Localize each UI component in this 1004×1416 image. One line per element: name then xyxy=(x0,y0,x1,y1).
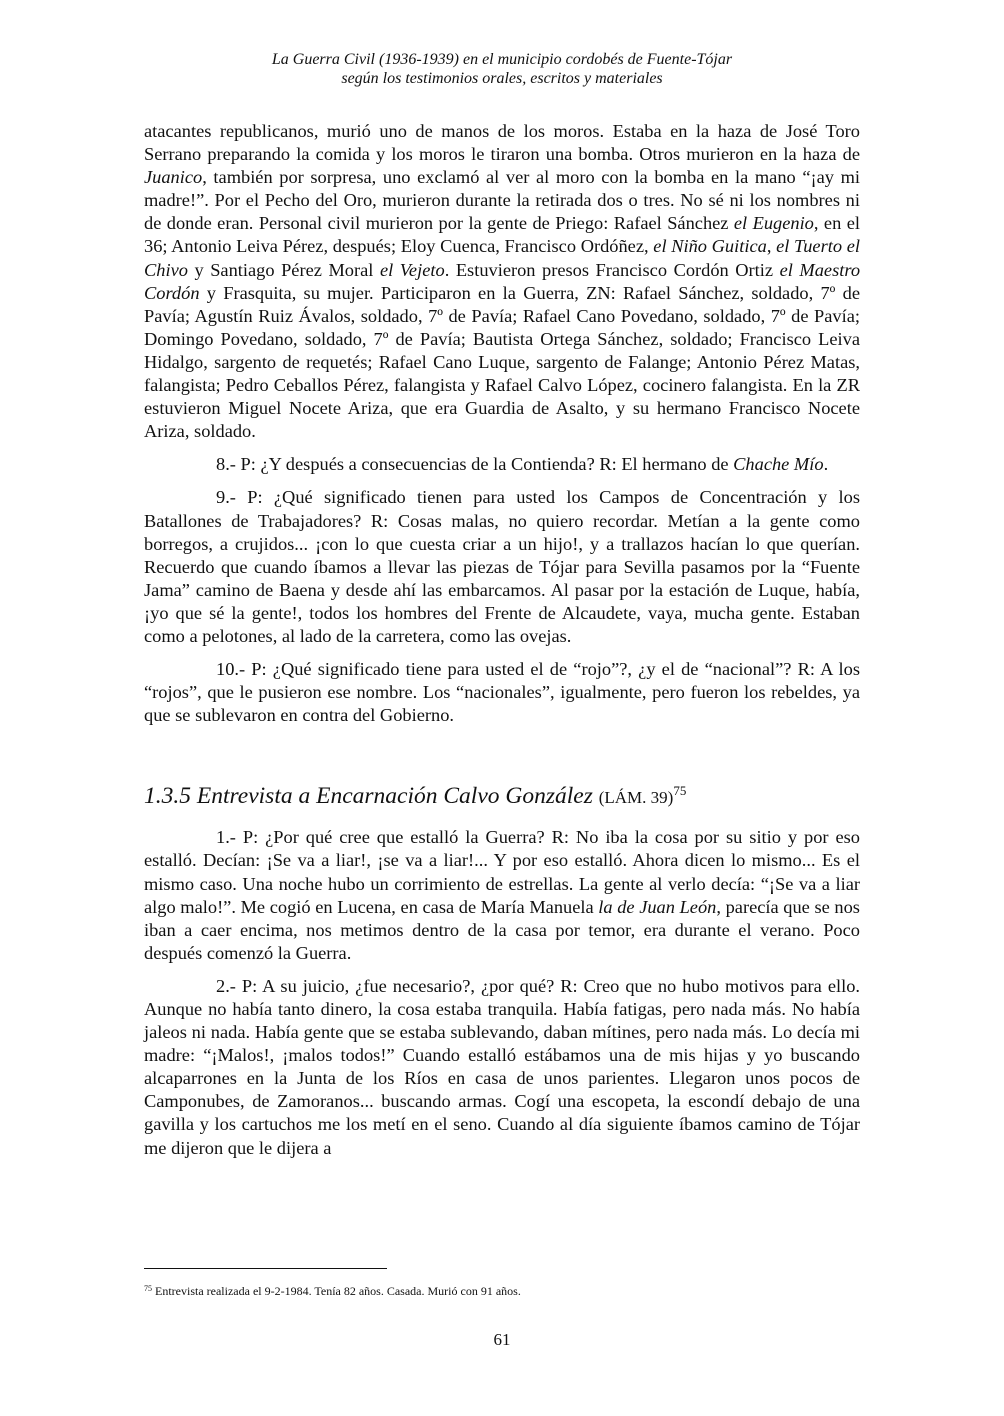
paragraph-group-1 xyxy=(144,120,860,727)
italic-text: el Tuerto el Chivo xyxy=(144,236,860,280)
footnote-number: 75 xyxy=(144,1284,152,1293)
text-run: , también por sorpresa, uno exclamó al ver al moro con la bomba en la mano “¡ay mi madre!”. Por el Pecho del Oro, murieron durante la retirada dos o tres. No sé ni los nombres ni de donde eran. Personal civil murieron por la gente de Priego: Rafael Sánchez xyxy=(144,167,860,234)
text-run: . Estuvieron presos Francisco Cordón Ortiz xyxy=(444,259,780,280)
footnote-separator xyxy=(144,1268,387,1269)
paragraph xyxy=(144,826,860,965)
header-line-2: según los testimonios orales, escritos y materiales xyxy=(341,70,663,87)
section-heading xyxy=(144,777,860,812)
text-run: 9.- P: ¿Qué significado tienen para usted los Campos de Concentración y los Batallones de Trabajadores? R: Cosas malas, no quiero recordar. Metían a la gente como borregos, a crujidos... ¡con lo que cuesta criar a un hijo!, y a trallazos hacían lo que querían. Recuerdo que cuando íbamos a llevar las piezas de Tójar para Sevilla pasamos por la “Fuente Jama” camino de Baena y desde ahí las embarcamos. Al pasar por la estación de Luque, había, ¡yo que sé la gente!, todos los hombres del Frente de Alcaudete, vaya, mucha gente. Estaban como a pelotones, al lado de la carretera, como las ovejas. xyxy=(144,487,860,646)
paragraph xyxy=(144,658,860,727)
paragraph xyxy=(144,975,860,1160)
italic-text: Chache Mío xyxy=(733,454,824,475)
text-run: atacantes republicanos, murió uno de manos de los moros. Estaba en la haza de José Toro Serrano preparando la comida y los moros le tiraron una bomba. Otros murieron en la haza de xyxy=(144,121,860,165)
footnote xyxy=(144,1281,521,1299)
text-run: 2.- P: A su juicio, ¿fue necesario?, ¿por qué? R: Creo que no hubo motivos para ello. Aunque no había tanto dinero, la cosa estaba tranquila. Había fatigas, pero nada más. No había jaleos ni nada. Había gente que se estaba sublevando, daban mítines, pero nada más. Lo decía mi madre: “¡Malos!, ¡malos todos!” Cuando estalló estábamos una de mis hijas y yo buscando alcaparrones en la Junta de los Ríos en casa de unos parientes. Llegaron unos pocos de Camponubes, de Zamoranos... buscando armas. Cogí una escopeta, la escondí debajo de una gavilla y los cartuchos me los metí en el seno. Cuando al día siguiente íbamos camino de Tójar me dijeron que le dijera a xyxy=(144,975,860,1158)
body-text xyxy=(144,120,860,1160)
paragraph xyxy=(144,453,860,476)
page-number: 61 xyxy=(493,1330,511,1349)
text-run: , parecía que se nos iban a caer encima, nos metimos dentro de la casa por temor, era durante el verano. Poco después comenzó la Guerra. xyxy=(144,896,860,963)
italic-text: el Niño Guitica xyxy=(653,236,767,257)
running-header xyxy=(0,50,1004,88)
text-run: . xyxy=(823,454,829,475)
text-run: 10.- P: ¿Qué significado tiene para usted el de “rojo”?, ¿y el de “nacional”? R: A los “rojos”, que le pusieron ese nombre. Los “nacionales”, igualmente, pero fueron los rebeldes, ya que se sublevaron en contra del Gobierno. xyxy=(144,659,860,726)
italic-text: Juanico xyxy=(144,167,203,188)
section-plate-ref: (LÁM. 39) xyxy=(598,788,674,808)
text-run: y Santiago Pérez Moral xyxy=(187,259,380,280)
text-run: , xyxy=(766,236,777,257)
text-run: , en el 36; Antonio Leiva Pérez, después; Eloy Cuenca, Francisco Ordóñez, xyxy=(144,213,860,257)
paragraph xyxy=(144,486,860,648)
paragraph-group-2 xyxy=(144,826,860,1159)
section-title: 1.3.5 Entrevista a Encarnación Calvo González xyxy=(144,783,593,810)
footnote-ref[interactable]: 75 xyxy=(673,783,687,799)
italic-text: el Vejeto xyxy=(379,259,445,280)
text-run: y Frasquita, su mujer. Participaron en la Guerra, ZN: Rafael Sánchez, soldado, 7º de Pavía; Agustín Ruiz Ávalos, soldado, 7º de Pavía; Rafael Cano Povedano, soldado, 7º de Pavía; Domingo Povedano, soldado, 7º de Pavía; Bautista Ortega Sánchez, soldado; Francisco Leiva Hidalgo, sargento de requetés; Rafael Cano Luque, sargento de Falange; Antonio Pérez Matas, falangista; Pedro Ceballos Pérez, falangista y Rafael Calvo López, cocinero falangista. En la ZR estuvieron Miguel Nocete Ariza, que era Guardia de Asalto, y su hermano Francisco Nocete Ariza, soldado. xyxy=(144,282,860,442)
italic-text: el Maestro Cordón xyxy=(144,259,861,303)
italic-text: el Eugenio xyxy=(733,213,814,234)
paragraph xyxy=(144,120,860,443)
italic-text: la de Juan León xyxy=(598,896,717,917)
text-run: 1.- P: ¿Por qué cree que estalló la Guerra? R: No iba la cosa por su sitio y por eso estalló. Decían: ¡Se va a liar!, ¡se va a liar!... Y por eso estalló. Ahora dicen lo mismo... Es el mismo caso. Una noche hubo un corrimiento de estrellas. La gente al verlo decía: “¡Se va a liar algo malo!”. Me cogió en Lucena, en casa de María Manuela xyxy=(144,827,860,917)
text-run: 8.- P: ¿Y después a consecuencias de la Contienda? R: El hermano de xyxy=(216,454,734,475)
footnote-text: Entrevista realizada el 9-2-1984. Tenía 82 años. Casada. Murió con 91 años. xyxy=(152,1284,521,1298)
header-line-1: La Guerra Civil (1936-1939) en el municipio cordobés de Fuente-Tójar xyxy=(271,51,733,68)
